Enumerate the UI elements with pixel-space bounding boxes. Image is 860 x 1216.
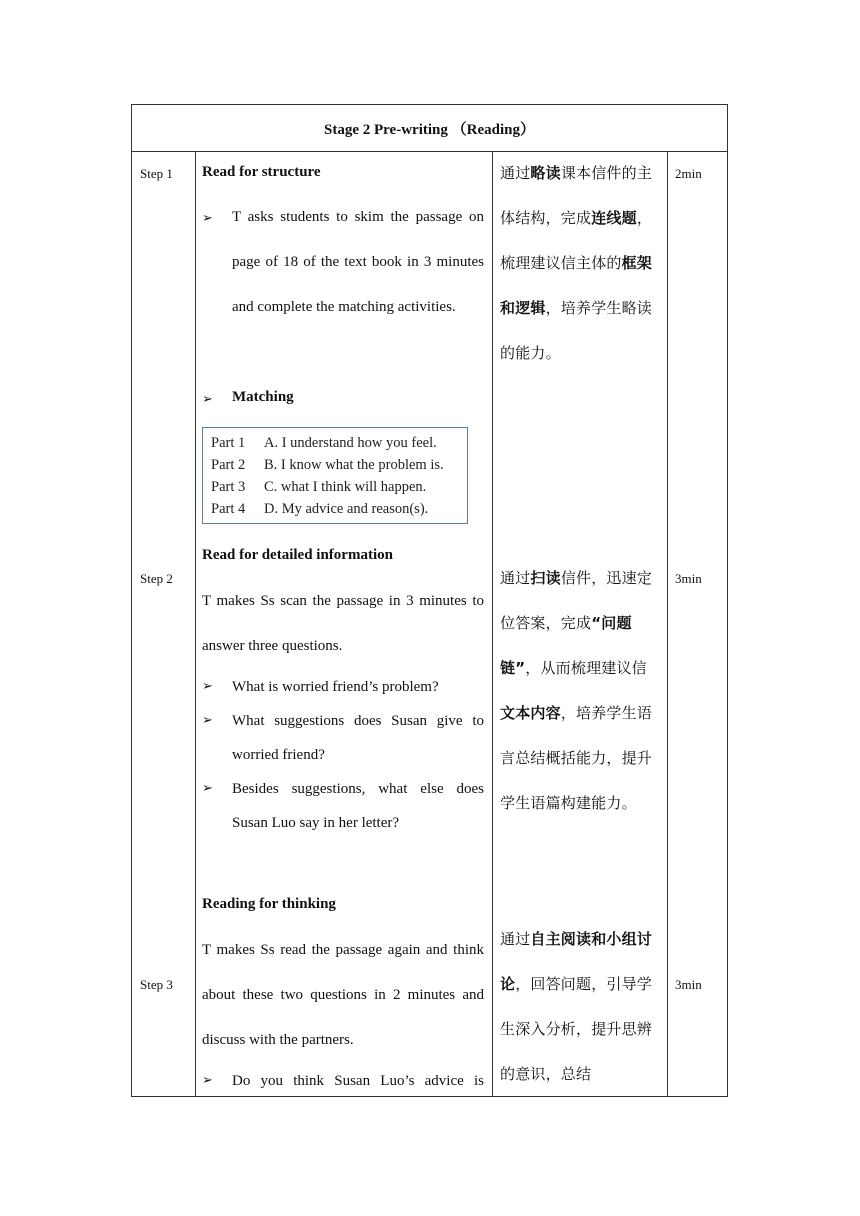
time-label: 3min bbox=[675, 977, 702, 992]
purpose-text: 通过略读课本信件的主体结构，完成连线题，梳理建议信主体的框架和逻辑，培养学生略读的能力。 bbox=[500, 164, 653, 362]
column-divider bbox=[195, 152, 196, 1096]
column-divider bbox=[492, 152, 493, 1096]
bullet-text: Besides suggestions, what else does Susan Luo say in her letter? bbox=[232, 781, 484, 831]
table-header: Stage 2 Pre-writing （Reading） bbox=[132, 105, 727, 152]
step-label: Step 3 bbox=[140, 977, 173, 992]
purpose-text: 通过扫读信件，迅速定位答案，完成“问题链”，从而梳理建议信文本内容，培养学生语言总结概括能力，提升学生语篇构建能力。 bbox=[500, 569, 653, 812]
matching-row: Part 2 B. I know what the problem is. bbox=[211, 457, 444, 473]
activity-heading: Read for detailed information bbox=[202, 547, 393, 563]
activity-intro: T makes Ss read the passage again and think about these two questions in 2 minutes and discuss with the partners. bbox=[202, 942, 484, 1048]
bullet-text: Do you think Susan Luo’s advice is bbox=[232, 1073, 484, 1089]
arrow-bullet-icon: ➢ bbox=[202, 678, 213, 693]
activity-heading: Reading for thinking bbox=[202, 896, 336, 912]
activity-heading: Read for structure bbox=[202, 164, 321, 180]
purpose-text: 通过自主阅读和小组讨论，回答问题，引导学生深入分析，提升思辨的意识，总结 bbox=[500, 930, 653, 1083]
matching-row: Part 4 D. My advice and reason(s). bbox=[211, 501, 429, 517]
time-label: 2min bbox=[675, 166, 702, 181]
bullet-text: Matching bbox=[232, 389, 294, 405]
arrow-bullet-icon: ➢ bbox=[202, 780, 213, 795]
activity-intro: T makes Ss scan the passage in 3 minutes to answer three questions. bbox=[202, 593, 484, 654]
bullet-text: What is worried friend’s problem? bbox=[232, 679, 439, 695]
bullet-text: What suggestions does Susan give to worried friend? bbox=[232, 713, 484, 763]
matching-row: Part 1 A. I understand how you feel. bbox=[211, 435, 437, 451]
arrow-bullet-icon: ➢ bbox=[202, 1072, 213, 1087]
arrow-bullet-icon: ➢ bbox=[202, 712, 213, 727]
step-label: Step 2 bbox=[140, 571, 173, 586]
bullet-text: T asks students to skim the passage on page of 18 of the text book in 3 minutes and complete the matching activities. bbox=[232, 209, 484, 315]
time-label: 3min bbox=[675, 571, 702, 586]
arrow-bullet-icon: ➢ bbox=[202, 210, 213, 225]
column-divider bbox=[667, 152, 668, 1096]
arrow-bullet-icon: ➢ bbox=[202, 391, 213, 406]
step-label: Step 1 bbox=[140, 166, 173, 181]
matching-box bbox=[202, 427, 468, 524]
matching-row: Part 3 C. what I think will happen. bbox=[211, 479, 427, 495]
